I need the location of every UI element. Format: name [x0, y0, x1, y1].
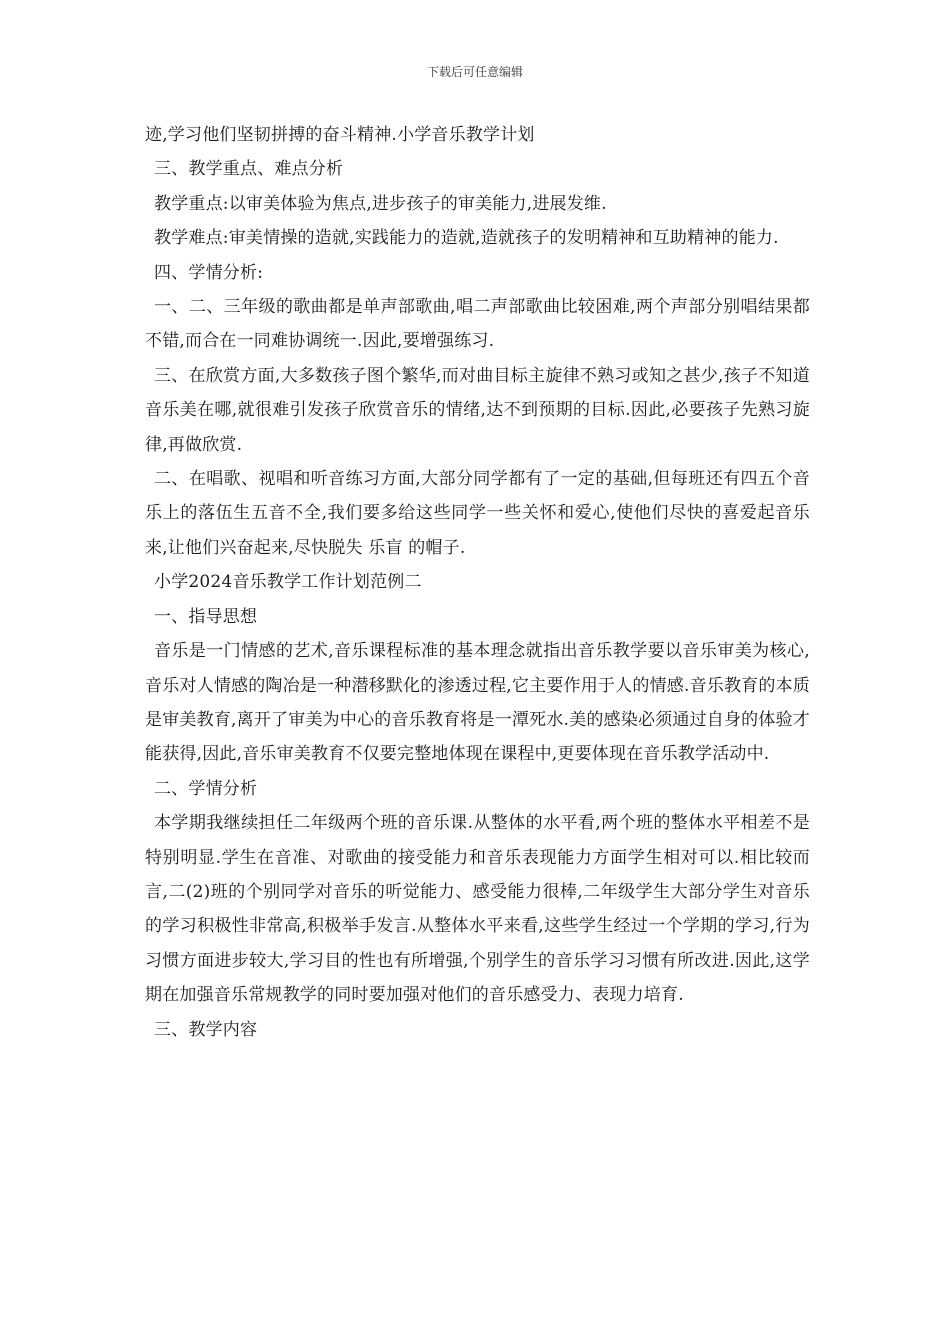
paragraph-difficult-points: 教学难点:审美情操的造就,实践能力的造就,造就孩子的发明精神和互助精神的能力. [154, 228, 779, 249]
section-title-example-two: 小学2024音乐教学工作计划范例二 [154, 572, 422, 593]
heading-student-analysis: 四、学情分析: [154, 262, 264, 283]
paragraph-continuation: 迹,学习他们坚韧拼搏的奋斗精神.小学音乐教学计划 [145, 125, 535, 145]
paragraph-analysis-appreciation: 三、在欣赏方面,大多数孩子图个繁华,而对曲目标主旋律不熟习或知之甚少,孩子不知道音乐美在哪,就很难引发孩子欣赏音乐的情绪,达不到预期的目标.因此,必要孩子先熟习旋律,再做欣赏. [145, 365, 810, 455]
paragraph-guiding-ideology: 音乐是一门情感的艺术,音乐课程标准的基本理念就指出音乐教学要以音乐审美为核心,音乐对人情感的陶冶是一种潜移默化的渗透过程,它主要作用于人的情感.音乐教育的本质是审美教育,离开了审美为中心的音乐教育将是一潭死水.美的感染必须通过自身的体验才能获得,因此,音乐审美教育不仅要完整地体现在课程中,更要体现在音乐教学活动中. [145, 641, 810, 765]
heading-key-difficult-points: 三、教学重点、难点分析 [154, 159, 344, 180]
paragraph-analysis-grades: 一、二、三年级的歌曲都是单声部歌曲,唱二声部歌曲比较困难,两个声部分别唱结果都不错,而合在一同难协调统一.因此,要增强练习. [145, 297, 810, 352]
paragraph-key-points: 教学重点:以审美体验为焦点,进步孩子的审美能力,进展发维. [154, 193, 607, 214]
heading-teaching-content: 三、教学内容 [154, 1019, 258, 1040]
heading-student-analysis-two: 二、学情分析 [154, 778, 258, 799]
page-header-note: 下载后可任意编辑 [426, 65, 523, 79]
paragraph-student-analysis-two: 本学期我继续担任二年级两个班的音乐课.从整体的水平看,两个班的整体水平相差不是特别明显.学生在音准、对歌曲的接受能力和音乐表现能力方面学生相对可以.相比较而言,二(2)班的个别同学对音乐的听觉能力、感受能力很棒,二年级学生大部分学生对音乐的学习积极性非常高,积极举手发言.从整体水平来看,这些学生经过一个学期的学习,行为习惯方面进步较大,学习目的性也有所增强,个别学生的音乐学习习惯有所改进.因此,这学期在加强音乐常规教学的同时要加强对他们的音乐感受力、表现力培育. [145, 813, 810, 1006]
heading-guiding-ideology: 一、指导思想 [154, 606, 258, 627]
document-body [145, 118, 810, 1047]
paragraph-analysis-singing: 二、在唱歌、视唱和听音练习方面,大部分同学都有了一定的基础,但每班还有四五个音乐上的落伍生五音不全,我们要多给这些同学一些关怀和爱心,使他们尽快的喜爱起音乐来,让他们兴奋起来,尽快脱失 乐盲 的帽子. [145, 469, 810, 558]
